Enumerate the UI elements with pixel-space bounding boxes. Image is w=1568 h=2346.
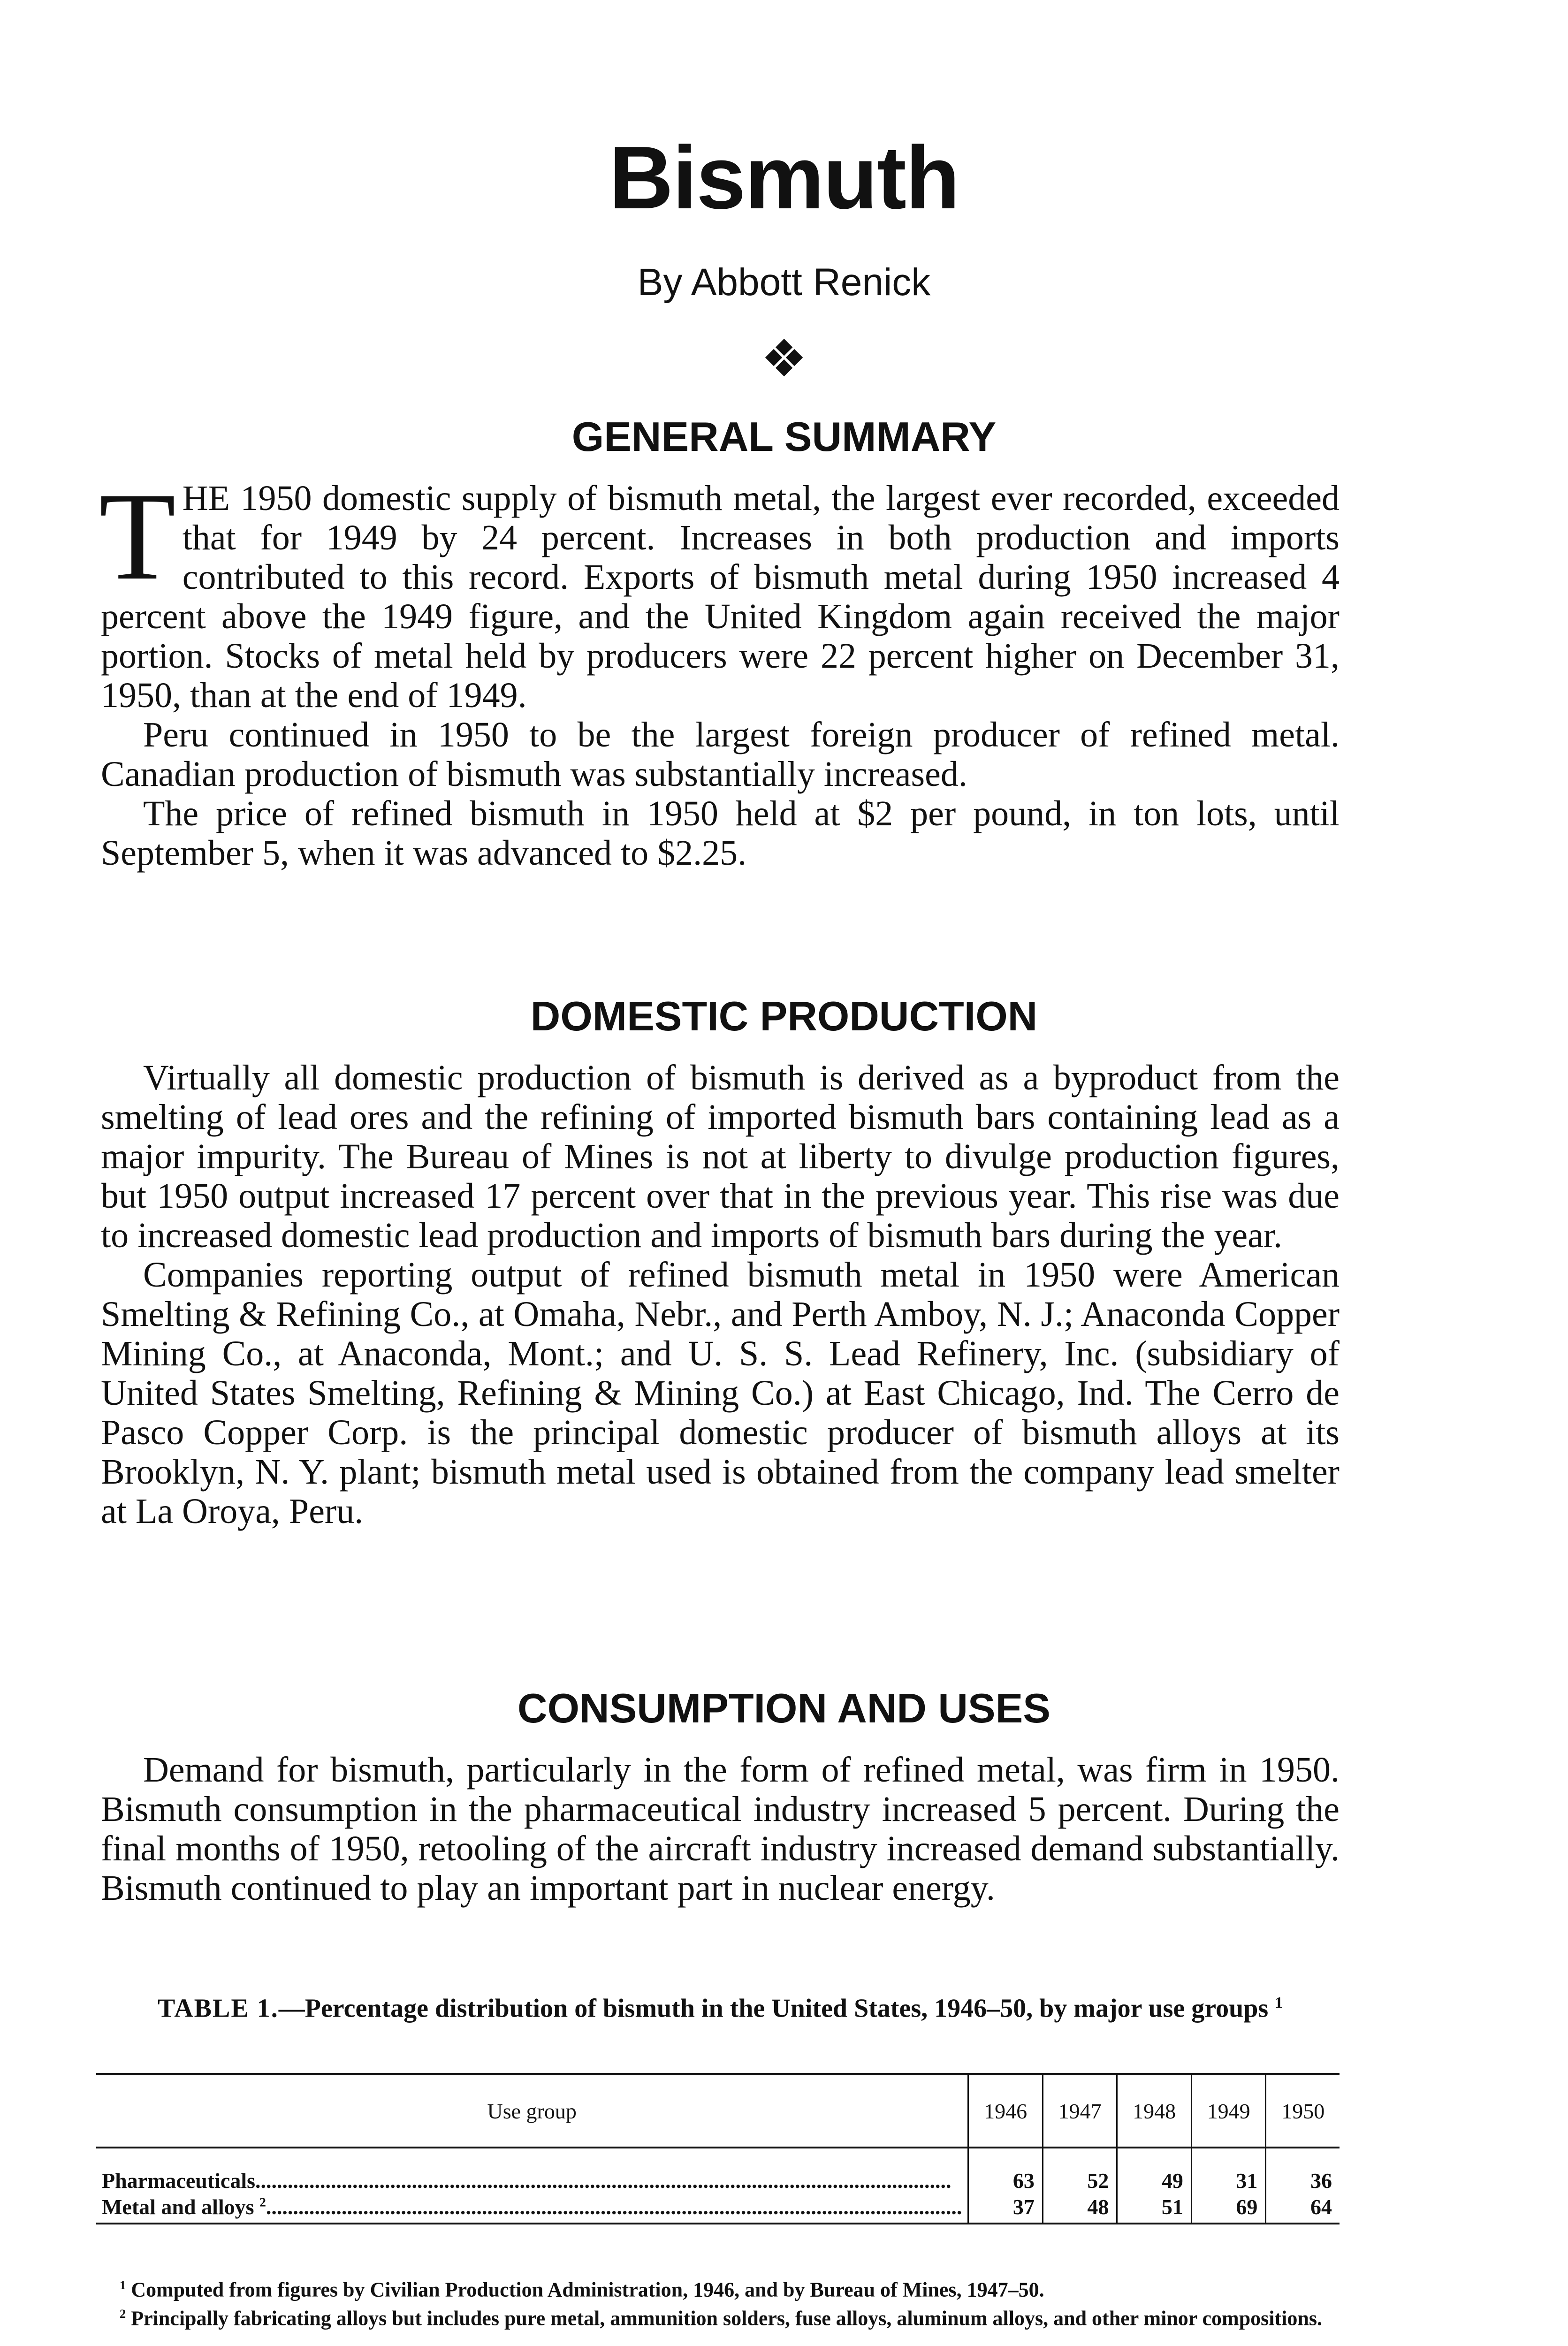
footnote-marker: 1 bbox=[1275, 1994, 1283, 2011]
column-header-year: 1950 bbox=[1266, 2074, 1340, 2148]
footnote-marker: 2 bbox=[120, 2306, 126, 2321]
footnote bbox=[101, 2273, 1340, 2302]
footnotes bbox=[101, 2273, 1340, 2330]
table-cell: 31 bbox=[1191, 2148, 1266, 2194]
table-cell: 48 bbox=[1043, 2194, 1117, 2224]
column-header-year: 1946 bbox=[968, 2074, 1043, 2148]
ornament-icon: ❖ bbox=[761, 328, 807, 388]
paragraph bbox=[99, 466, 1340, 715]
paragraph: Peru continued in 1950 to be the largest foreign producer of refined metal. Canadian production of bismuth was substantially increased. bbox=[101, 715, 1340, 794]
row-label: Pharmaceuticals................................................................................................................................. bbox=[102, 2168, 951, 2193]
table-caption-text: —Percentage distribution of bismuth in the United States, 1946–50, by major use groups bbox=[278, 1994, 1269, 2023]
table-cell: 36 bbox=[1266, 2148, 1340, 2194]
heading-consumption-and-uses: CONSUMPTION AND USES bbox=[518, 1685, 1050, 1731]
paragraph: Companies reporting output of refined bismuth metal in 1950 were American Smelting & Refining Co., at Omaha, Nebr., and Perth Amboy, N. J.; Anaconda Copper Mining Co., at Anaconda, Mont.; and U. S. S. Lead Refinery, Inc. (subsidiary of United States Smelting, Refining & Mining Co.) at East Chicago, Ind. The Cerro de Pasco Copper Corp. is the principal domestic producer of bismuth alloys at its Brooklyn, N. Y. plant; bismuth metal used is obtained from the company lead smelter at La Oroya, Peru. bbox=[101, 1255, 1340, 1531]
table-cell: 69 bbox=[1191, 2194, 1266, 2224]
column-header-use-group: Use group bbox=[96, 2074, 968, 2148]
paragraph: The price of refined bismuth in 1950 held at $2 per pound, in ton lots, until September 5, when it was advanced to $2.25. bbox=[101, 794, 1340, 873]
footnote-marker: 2 bbox=[259, 2194, 266, 2209]
column-header-year: 1949 bbox=[1191, 2074, 1266, 2148]
table-row bbox=[96, 2148, 1340, 2194]
table-header-row bbox=[96, 2074, 1340, 2148]
footnote-text: Principally fabricating alloys but includes pure metal, ammunition solders, fuse alloys, aluminum alloys, and other minor compositions. bbox=[131, 2307, 1322, 2330]
paragraph: Virtually all domestic production of bismuth is derived as a byproduct from the smelting of lead ores and the refining of imported bismuth bars containing lead as a major impurity. The Bureau of Mines is not at liberty to divulge production figures, but 1950 output increased 17 percent over that in the previous year. This rise was due to increased domestic lead production and imports of bismuth bars during the year. bbox=[101, 1058, 1340, 1255]
page-title: Bismuth bbox=[609, 128, 959, 228]
table-cell: 49 bbox=[1117, 2148, 1192, 2194]
heading-domestic-production: DOMESTIC PRODUCTION bbox=[530, 993, 1038, 1039]
table-caption bbox=[101, 1987, 1340, 2025]
column-header-year: 1947 bbox=[1043, 2074, 1117, 2148]
table-cell: 63 bbox=[968, 2148, 1043, 2194]
author-byline: By Abbott Renick bbox=[637, 261, 931, 304]
use-group-table bbox=[96, 2073, 1340, 2224]
table-cell: 51 bbox=[1117, 2194, 1192, 2224]
table-cell: 37 bbox=[968, 2194, 1043, 2224]
domestic-production-text bbox=[101, 1058, 1340, 1531]
row-label-text: Metal and alloys bbox=[102, 2194, 254, 2219]
table-cell: 52 bbox=[1043, 2148, 1117, 2194]
footnote bbox=[101, 2302, 1340, 2331]
paragraph: Demand for bismuth, particularly in the form of refined metal, was firm in 1950. Bismuth consumption in the pharmaceutical industry increased 5 percent. During the final months of 1950, retooling of the aircraft industry increased demand substantially. Bismuth continued to play an important part in nuclear energy. bbox=[101, 1750, 1340, 1908]
consumption-text bbox=[101, 1750, 1340, 1908]
column-header-year: 1948 bbox=[1117, 2074, 1192, 2148]
footnote-text: Computed from figures by Civilian Production Administration, 1946, and by Bureau of Mines, 1947–50. bbox=[131, 2278, 1044, 2301]
footnote-marker: 1 bbox=[120, 2278, 126, 2292]
general-summary-text bbox=[99, 466, 1340, 873]
heading-general-summary: GENERAL SUMMARY bbox=[571, 413, 997, 460]
table-caption-number: TABLE 1. bbox=[158, 1994, 279, 2023]
row-label: Metal and alloys $^2$................................................................................................................................. bbox=[96, 2194, 968, 2224]
paragraph-text: HE 1950 domestic supply of bismuth metal, the largest ever recorded, exceeded that for 1949 by 24 percent. Increases in both production and imports contributed to this record. Exports of bismuth metal during 1950 increased 4 percent above the 1949 figure, and the United Kingdom again received the major portion. Stocks of metal held by producers were 22 percent higher on December 31, 1950, than at the end of 1949. bbox=[101, 479, 1340, 715]
row-label-text: Pharmaceuticals bbox=[102, 2168, 256, 2193]
table-cell: 64 bbox=[1266, 2194, 1340, 2224]
drop-cap: T bbox=[99, 466, 176, 606]
table-row bbox=[96, 2194, 1340, 2224]
